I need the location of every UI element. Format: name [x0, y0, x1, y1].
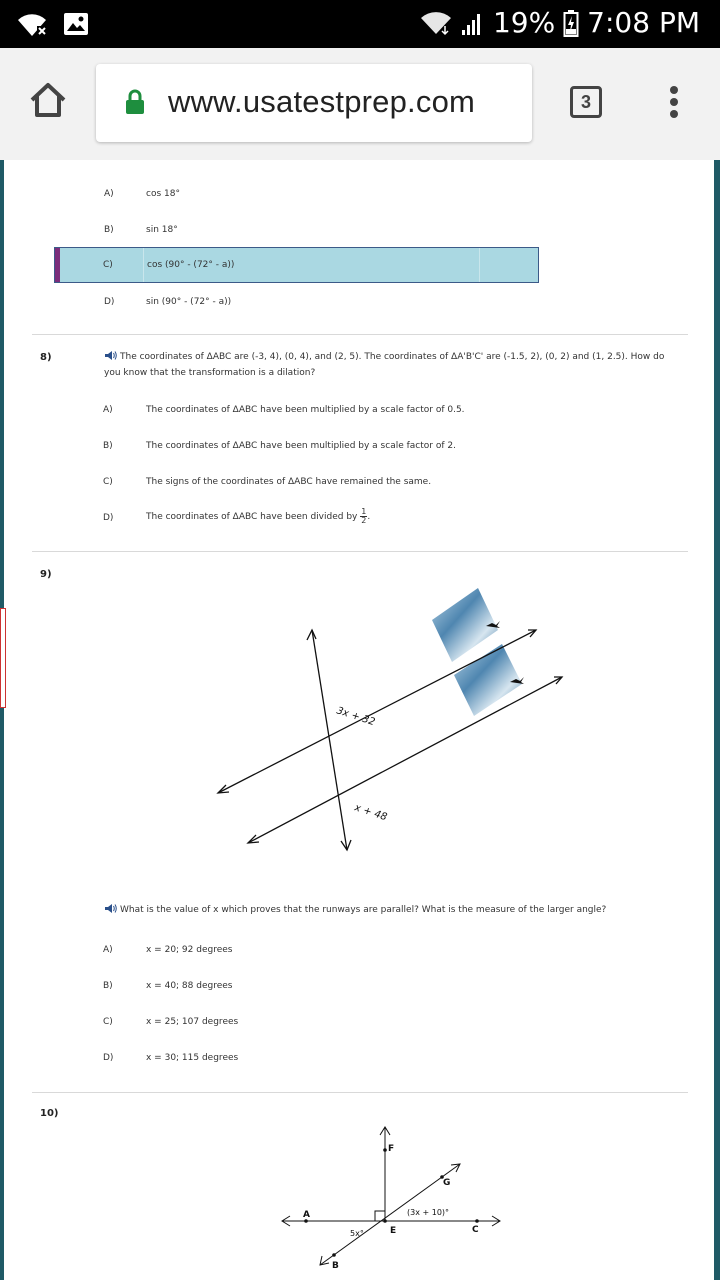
option-letter: D)	[103, 1053, 114, 1063]
option-text: x = 20; 92 degrees	[146, 945, 233, 955]
option-letter: D)	[104, 297, 115, 307]
battery-charging-icon	[563, 9, 579, 37]
option-letter: B)	[104, 225, 114, 235]
battery-level: 19%	[492, 6, 556, 39]
question-divider	[32, 334, 688, 335]
option-text: The coordinates of ΔABC have been multiplied by a scale factor of 2.	[146, 441, 456, 451]
image-notification-icon	[62, 10, 90, 38]
option-letter: D)	[103, 513, 114, 523]
option-letter: A)	[103, 405, 113, 415]
wifi-calling-icon	[16, 10, 48, 38]
point-label-a: A	[303, 1210, 310, 1220]
runways-diagram	[200, 580, 580, 860]
speaker-icon[interactable]	[104, 903, 117, 919]
question-number: 8)	[40, 352, 52, 363]
angles-diagram	[270, 1115, 510, 1280]
option-text: The coordinates of ΔABC have been multiplied by a scale factor of 0.5.	[146, 405, 465, 415]
runway-line-top	[218, 630, 536, 793]
clock-time: 7:08 PM	[587, 6, 700, 39]
transversal-line	[312, 630, 347, 850]
question-number: 9)	[40, 569, 52, 580]
option-text: cos (90° - (72° - a))	[147, 260, 235, 270]
option-text: x = 30; 115 degrees	[146, 1053, 239, 1063]
point-label-g: G	[443, 1178, 451, 1188]
question-text: The coordinates of ΔABC are (-3, 4), (0, 4), and (2, 5). The coordinates of ΔA'B'C' are (-1.5, 2), (0, 2) and (1, 2.5). How do you know that the transformation is a dilation?	[104, 352, 665, 378]
option-text: The signs of the coordinates of ΔABC have remained the same.	[146, 477, 432, 487]
option-letter: C)	[103, 260, 113, 270]
menu-button[interactable]	[668, 86, 680, 122]
lock-icon	[124, 89, 146, 119]
point-label-c: C	[472, 1225, 479, 1235]
sky-photo-1	[432, 588, 500, 662]
signal-icon	[461, 10, 485, 36]
option-letter: C)	[103, 1017, 113, 1027]
home-icon	[28, 80, 68, 120]
speaker-icon[interactable]	[104, 350, 117, 366]
option-text: sin (90° - (72° - a))	[146, 297, 232, 307]
url-text: www.usatestprep.com	[168, 84, 476, 119]
wifi-icon	[419, 10, 453, 36]
question-text: What is the value of x which proves that the runways are parallel? What is the measure of the larger angle?	[104, 903, 670, 919]
tab-switcher-button[interactable]: 3	[570, 86, 602, 118]
point-label-e: E	[390, 1226, 397, 1236]
page-edge-marker	[0, 608, 6, 708]
option-letter: B)	[103, 441, 113, 451]
home-button[interactable]	[28, 80, 68, 120]
page-content	[0, 160, 720, 1280]
angle-label-top: 3x + 32	[335, 705, 377, 729]
selected-indicator	[55, 248, 60, 282]
option-letter: A)	[104, 189, 114, 199]
option-letter: C)	[103, 477, 113, 487]
option-text: cos 18°	[146, 189, 180, 199]
q7-option-c-selected[interactable]	[54, 247, 539, 283]
angle-label-bottom: x + 48	[353, 802, 389, 824]
address-bar[interactable]	[96, 64, 532, 142]
runway-line-bottom	[248, 677, 562, 843]
fraction: $\frac{1}{2}$	[361, 507, 367, 525]
question-divider	[32, 551, 688, 552]
option-text: x = 40; 88 degrees	[146, 981, 233, 991]
angle-label-right: (3x + 10)°	[407, 1208, 450, 1217]
option-letter: B)	[103, 981, 113, 991]
point-label-b: B	[332, 1261, 339, 1271]
status-bar	[0, 0, 720, 48]
option-text: sin 18°	[146, 225, 178, 235]
question-number: 10)	[40, 1108, 59, 1119]
angle-label-left: 5x°	[350, 1229, 364, 1238]
point-label-f: F	[388, 1144, 395, 1154]
page-edge-right	[714, 160, 720, 1280]
menu-dot-icon	[670, 86, 678, 94]
option-letter: A)	[103, 945, 113, 955]
option-text: x = 25; 107 degrees	[146, 1017, 239, 1027]
menu-dot-icon	[670, 98, 678, 106]
browser-toolbar	[0, 48, 720, 161]
option-text: The coordinates of ΔABC have been divided by $\frac{1}{2}$ .	[146, 507, 371, 525]
page-edge-left	[0, 160, 4, 1280]
question-divider	[32, 1092, 688, 1093]
menu-dot-icon	[670, 110, 678, 118]
